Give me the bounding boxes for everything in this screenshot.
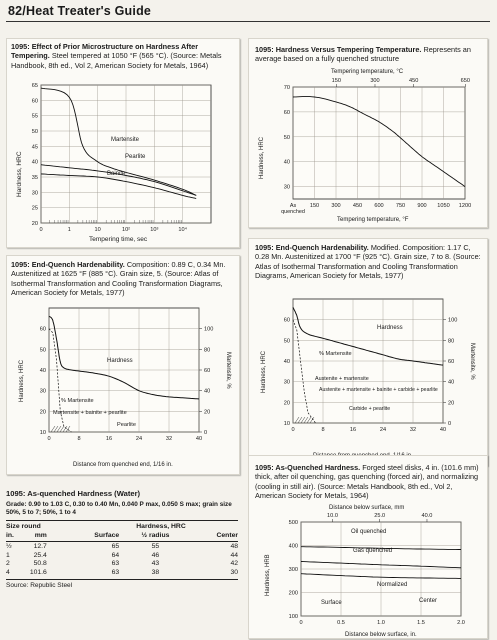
table-cell-mm: 50.8 bbox=[33, 560, 47, 568]
chart2-y-tick: 60 bbox=[283, 109, 290, 116]
chart5-y-tick: 500 bbox=[288, 520, 298, 526]
table-cell-center: 44 bbox=[230, 551, 239, 559]
panel4-caption-text: Modified. Composition: 1.17 C, 0.28 Mn. Austenitized at 1700 °F (925 °C). Grain size, 7 to 8. (Source: Atlas of Isothermal Transformation and Cooling Transformation Diagrams, American Society for Metals, 1977) bbox=[255, 243, 481, 280]
chart1-x-tick: 1 bbox=[67, 227, 71, 233]
table-cell-surface: 63 bbox=[111, 560, 120, 568]
chart4-y2-tick: 40 bbox=[448, 379, 455, 386]
chart4-y2-label: Martensite, % bbox=[469, 343, 475, 380]
table-cell-mm: 101.6 bbox=[29, 568, 47, 576]
chart3-x-tick: 0 bbox=[47, 436, 51, 442]
table-cell-center: 42 bbox=[230, 560, 239, 568]
chart-end-quench-1 bbox=[7, 302, 239, 474]
chart4-x-tick: 16 bbox=[349, 427, 357, 433]
chart2-x2-tick: 150 bbox=[331, 78, 341, 84]
chart4-y-tick: 30 bbox=[283, 379, 290, 386]
chart5-label-center: Center bbox=[419, 598, 438, 604]
table-head-mm: mm bbox=[34, 531, 47, 539]
chart5-x-tick: 0 bbox=[299, 620, 303, 626]
chart5-label-oil: Oil quenched bbox=[351, 529, 387, 535]
chart3-y-tick: 40 bbox=[39, 368, 46, 374]
chart1-x-tick: 10² bbox=[121, 227, 131, 233]
chart1-y-tick: 25 bbox=[31, 205, 38, 212]
table-cell-half-radius: 43 bbox=[151, 560, 160, 568]
chart5-y-tick: 100 bbox=[288, 614, 298, 620]
chart3-y2-tick: 60 bbox=[204, 368, 211, 374]
panel-tempering-temperature bbox=[248, 38, 488, 228]
chart3-label-pearlite: Pearlite bbox=[117, 422, 136, 428]
chart3-y-tick: 50 bbox=[39, 347, 46, 354]
table-head-hardness: Hardness, HRC bbox=[136, 523, 186, 531]
chart2-y-tick: 70 bbox=[283, 85, 290, 91]
chart4-y-label: Hardness, HRC bbox=[261, 350, 267, 393]
panel4-title: 1095: End-Quench Hardenability. bbox=[255, 243, 369, 252]
chart1-y-tick: 50 bbox=[31, 129, 38, 135]
chart4-label-hardness: Hardness bbox=[377, 325, 403, 331]
page-header: 82/Heat Treater's Guide bbox=[8, 4, 152, 18]
chart4-y-tick: 40 bbox=[283, 359, 290, 365]
table-row bbox=[6, 543, 238, 551]
chart2-x2-tick: 450 bbox=[409, 78, 419, 84]
chart5-x-tick: 1.5 bbox=[417, 620, 425, 626]
table-head-half-radius: ½ radius bbox=[141, 531, 170, 539]
chart-tempering-temperature bbox=[249, 65, 487, 227]
chart5-y-tick: 400 bbox=[288, 543, 298, 550]
chart3-y2-tick: 20 bbox=[204, 409, 211, 416]
chart1-label-bainite: Bainite bbox=[107, 171, 126, 177]
chart-prior-microstructure bbox=[7, 77, 239, 247]
table-cell-surface: 63 bbox=[111, 568, 120, 576]
chart2-x-tick: 600 bbox=[374, 203, 384, 209]
table-row bbox=[6, 560, 238, 568]
chart3-y-tick: 30 bbox=[39, 388, 46, 395]
chart5-x-tick: 0.5 bbox=[337, 620, 345, 626]
table-title: 1095: As-quenched Hardness (Water) bbox=[6, 489, 141, 498]
chart3-y-label: Hardness, HRC bbox=[19, 359, 25, 402]
chart1-y-label: Hardness, HRC bbox=[16, 151, 23, 197]
panel2-title: 1095: Hardness Versus Tempering Temperature. bbox=[255, 45, 422, 54]
chart2-x-tick: As bbox=[289, 203, 297, 209]
chart4-y2-tick: 100 bbox=[448, 317, 458, 324]
table-cell-in: 2 bbox=[6, 560, 10, 568]
chart4-x-tick: 40 bbox=[439, 427, 447, 433]
chart4-label-aust-mix: Austenite + martensite + bainite + carbide + pearlite bbox=[319, 387, 438, 393]
table-head-1 bbox=[6, 523, 238, 531]
chart2-x2-tick: 300 bbox=[370, 78, 380, 84]
chart3-label-hardness: Hardness bbox=[107, 358, 133, 364]
panel-as-quenched-hardness bbox=[248, 455, 488, 639]
chart4-y-tick: 60 bbox=[283, 317, 290, 324]
chart4-y2-tick: 20 bbox=[448, 400, 455, 407]
table-source: Source: Republic Steel bbox=[6, 582, 73, 590]
chart1-y-tick: 30 bbox=[31, 190, 38, 197]
chart-end-quench-2 bbox=[249, 293, 487, 465]
chart2-y-label: Hardness, HRC bbox=[259, 136, 265, 179]
table-grade: Grade: 0.90 to 1.03 C, 0.30 to 0.40 Mn, 0.040 P max, 0.050 S max; grain size 50%, 5 to 7; 50%, 1 to 4 bbox=[6, 501, 232, 517]
chart-as-quenched-hardness bbox=[249, 504, 487, 638]
panel2-caption-text: Represents an average based on a fully quenched structure bbox=[255, 45, 471, 64]
chart5-x-tick: 2.0 bbox=[457, 620, 465, 626]
panel3-title: 1095: End-Quench Hardenability. bbox=[11, 260, 125, 269]
chart2-x-tick: quenched bbox=[281, 209, 305, 215]
chart1-x-tick: 10⁴ bbox=[178, 227, 187, 233]
table-body bbox=[6, 543, 238, 577]
table-cell-in: 4 bbox=[6, 568, 10, 576]
chart4-y2-tick: 80 bbox=[448, 338, 455, 345]
chart2-x-tick: 300 bbox=[331, 203, 341, 209]
chart3-y2-tick: 0 bbox=[204, 430, 208, 436]
chart2-x2-tick: 650 bbox=[460, 78, 470, 84]
chart5-y-tick: 200 bbox=[288, 590, 298, 597]
panel4-caption bbox=[255, 243, 481, 280]
table-cell-center: 30 bbox=[230, 568, 239, 576]
chart1-y-tick: 20 bbox=[31, 221, 38, 227]
chart4-y-tick: 10 bbox=[283, 421, 290, 427]
chart3-y2-label: Martensite, % bbox=[225, 352, 231, 389]
panel-end-quench-1 bbox=[6, 255, 240, 475]
panel1-title: 1095: Effect of Prior Microstructure on Hardness After Tempering. bbox=[11, 42, 199, 61]
chart3-x-tick: 32 bbox=[165, 436, 173, 442]
table-cell-mm: 12.7 bbox=[33, 543, 47, 551]
table-as-quenched-water bbox=[6, 489, 238, 591]
panel-prior-microstructure bbox=[6, 38, 240, 248]
chart1-y-tick: 55 bbox=[31, 113, 38, 120]
panel1-caption-text: Steel tempered at 1050 °F (565 °C). (Source: Metals Handbook, 8th ed., Vol 2, American Society for Metals, 1964) bbox=[11, 51, 222, 70]
chart4-x-tick: 32 bbox=[409, 427, 417, 433]
chart2-x-tick: 150 bbox=[309, 203, 320, 209]
chart4-label-aust-mart: Austenite + martensite bbox=[315, 376, 369, 382]
table-row bbox=[6, 552, 238, 560]
panel1-caption bbox=[11, 42, 235, 70]
chart5-x2-label: Distance below surface, mm bbox=[329, 505, 405, 511]
table-cell-surface: 64 bbox=[111, 551, 120, 559]
table-head-in: in. bbox=[6, 531, 14, 539]
chart2-y-tick: 30 bbox=[283, 184, 290, 191]
chart3-y2-tick: 100 bbox=[204, 326, 214, 333]
panel5-caption-text: Forged steel disks, 4 in. (101.6 mm) thick, after oil quenching, gas quenching (forced air), and normalizing (cooling in still air). (Source: Metals Handbook, 8th ed., Vol 2, American Society for Metals, 1964) bbox=[255, 463, 479, 500]
chart3-y-tick: 10 bbox=[39, 430, 46, 436]
table-cell-in: ½ bbox=[6, 543, 12, 551]
table-head-surface: Surface bbox=[94, 531, 120, 539]
chart5-x-tick: 1.0 bbox=[377, 620, 385, 626]
table-cell-in: 1 bbox=[6, 551, 10, 559]
chart1-y-tick: 65 bbox=[31, 83, 38, 89]
table-cell-mm: 25.4 bbox=[33, 551, 47, 559]
chart3-x-label: Distance from quenched end, 1/16 in. bbox=[73, 462, 173, 468]
chart1-x-tick: 0 bbox=[39, 227, 43, 233]
chart5-y-label: Hardness, HRB bbox=[265, 554, 271, 596]
chart1-y-tick: 45 bbox=[31, 144, 38, 151]
chart2-x-tick: 750 bbox=[395, 203, 406, 209]
chart5-label-surface: Surface bbox=[321, 600, 342, 606]
chart4-x-tick: 8 bbox=[321, 427, 325, 433]
chart4-y-tick: 50 bbox=[283, 338, 290, 345]
table-cell-half-radius: 46 bbox=[151, 551, 160, 559]
panel-end-quench-2 bbox=[248, 238, 488, 466]
chart3-x-tick: 16 bbox=[105, 436, 113, 442]
chart4-label-carbide: Carbide + pearlite bbox=[349, 406, 391, 412]
chart2-x-tick: 1050 bbox=[437, 203, 450, 209]
table-cell-half-radius: 55 bbox=[151, 543, 160, 551]
chart2-y-tick: 40 bbox=[283, 159, 290, 166]
chart4-label-martensite: % Martensite bbox=[319, 351, 352, 357]
chart3-y2-tick: 80 bbox=[204, 347, 211, 354]
header-rule bbox=[6, 21, 490, 22]
chart3-y2-tick: 40 bbox=[204, 388, 211, 395]
chart2-x2-label: Tempering temperature, °C bbox=[331, 69, 404, 75]
chart1-y-tick: 40 bbox=[31, 159, 38, 166]
chart5-y-tick: 300 bbox=[288, 567, 298, 573]
panel2-caption bbox=[255, 45, 481, 64]
chart1-x-tick: 10³ bbox=[150, 227, 159, 233]
chart2-x-label: Tempering temperature, °F bbox=[337, 217, 409, 223]
chart4-y2-tick: 0 bbox=[448, 421, 452, 427]
chart4-x-tick: 0 bbox=[291, 427, 295, 433]
table-head-2 bbox=[6, 532, 238, 540]
chart1-y-tick: 60 bbox=[31, 98, 38, 105]
chart2-x-tick: 1200 bbox=[458, 203, 472, 209]
chart5-x-label: Distance below surface, in. bbox=[345, 632, 417, 638]
table-cell-surface: 65 bbox=[111, 543, 120, 551]
chart3-y-tick: 20 bbox=[39, 409, 46, 416]
chart3-label-mix: Martensite + bainite + pearlite bbox=[53, 410, 127, 416]
chart3-x-tick: 24 bbox=[135, 436, 143, 442]
chart2-x-tick: 900 bbox=[417, 203, 427, 209]
chart2-x-tick: 450 bbox=[352, 203, 363, 209]
panel3-caption bbox=[11, 260, 235, 297]
panel5-title: 1095: As-Quenched Hardness. bbox=[255, 463, 361, 472]
chart3-x-tick: 8 bbox=[77, 436, 81, 442]
chart4-y-tick: 20 bbox=[283, 400, 290, 407]
chart5-label-gas: Gas quenched bbox=[353, 548, 393, 554]
panel5-caption bbox=[255, 463, 481, 500]
chart3-x-tick: 40 bbox=[195, 436, 203, 442]
panel3-caption-text: Composition: 0.89 C, 0.34 Mn. Austenitized at 1625 °F (885 °C). Grain size, 5. (Source: Atlas of Isothermal Transformation and Cooling Transformation Diagrams, American Society for Metals, 1977) bbox=[11, 260, 226, 297]
chart1-x-label: Tempering time, sec bbox=[89, 236, 148, 243]
chart5-x2-tick: 25.0 bbox=[374, 513, 386, 519]
table-head-center: Center bbox=[216, 531, 239, 539]
chart5-x2-tick: 40.0 bbox=[421, 513, 433, 519]
table-head-size: Size round bbox=[6, 523, 41, 531]
chart1-x-tick: 10 bbox=[94, 227, 101, 233]
chart4-x-tick: 24 bbox=[379, 427, 387, 433]
chart5-label-normalized: Normalized bbox=[377, 582, 408, 588]
chart1-label-martensite: Martensite bbox=[111, 137, 140, 143]
chart3-label-martensite: % Martensite bbox=[61, 398, 94, 404]
table-cell-center: 48 bbox=[230, 543, 239, 551]
chart1-y-tick: 35 bbox=[31, 175, 38, 181]
table-row bbox=[6, 569, 238, 577]
chart5-x2-tick: 10.0 bbox=[327, 513, 338, 519]
chart1-label-pearlite: Pearlite bbox=[125, 154, 146, 160]
chart2-y-tick: 50 bbox=[283, 134, 290, 141]
chart4-y2-tick: 60 bbox=[448, 359, 455, 365]
table-cell-half-radius: 38 bbox=[151, 568, 160, 576]
chart3-y-tick: 60 bbox=[39, 326, 46, 333]
